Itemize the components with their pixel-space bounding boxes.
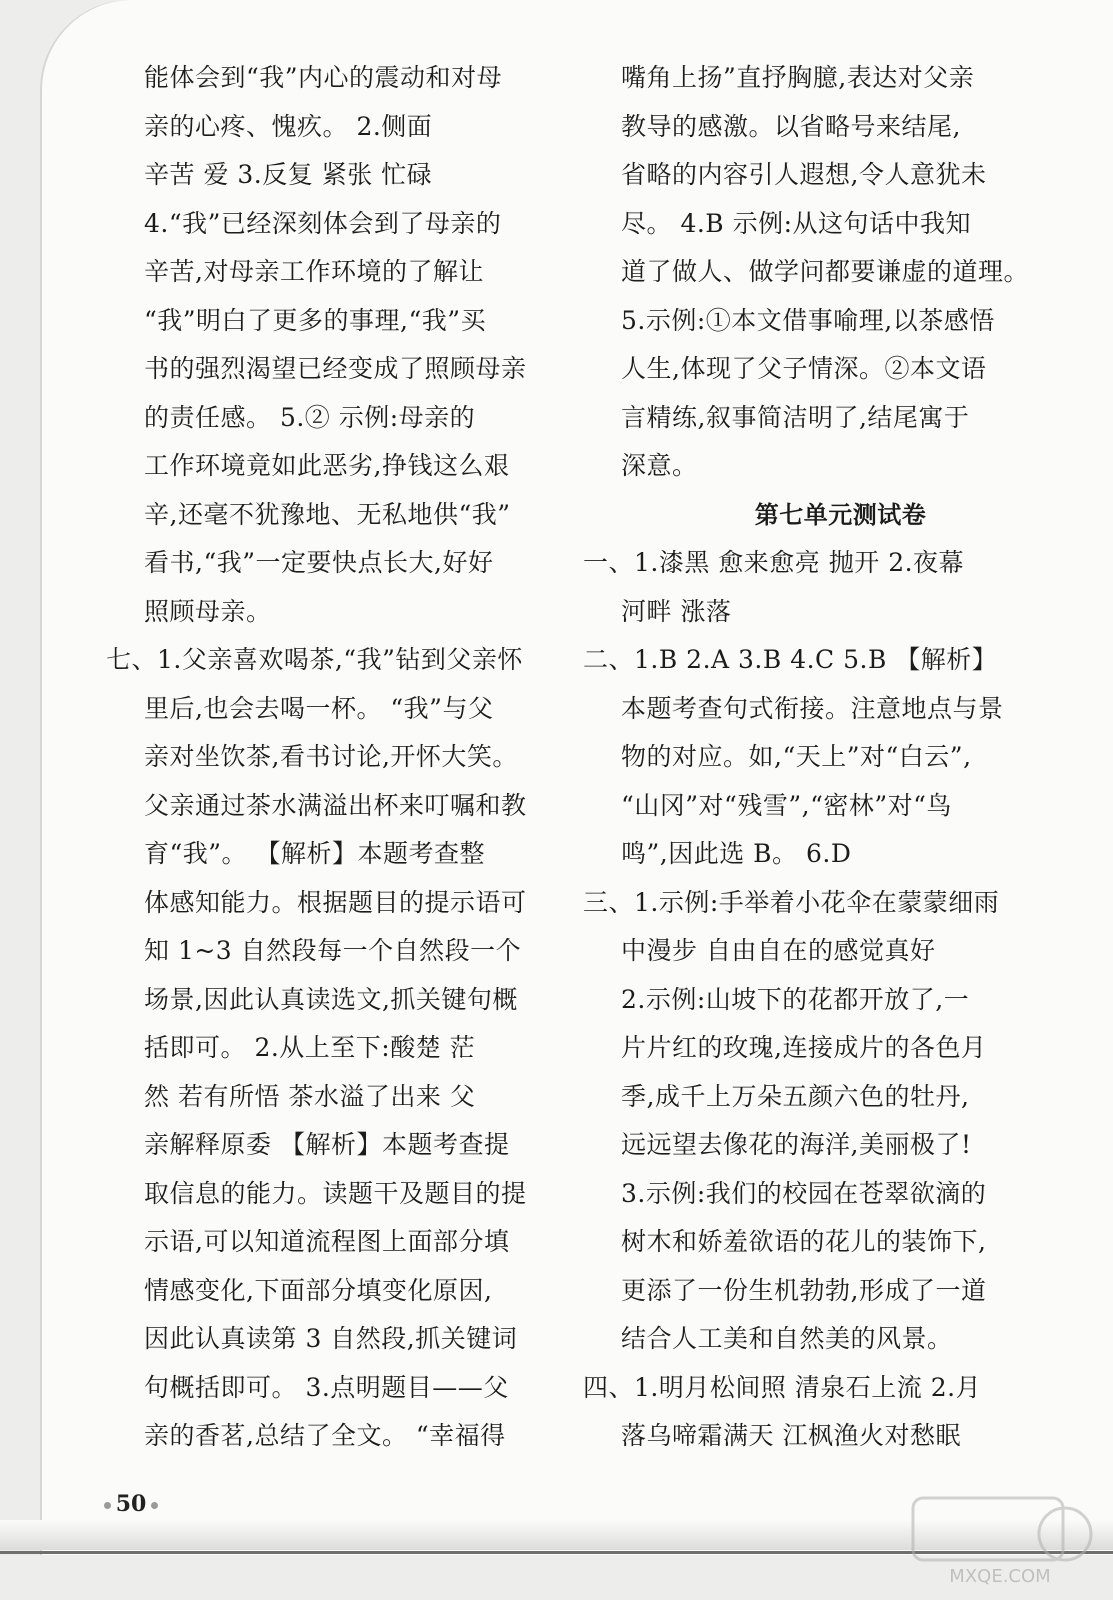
text-line: 亲的心疼、愧疚。 2.侧面: [144, 111, 433, 141]
text-line: 鸣”,因此选 B。 6.D: [621, 839, 852, 868]
text-line: 远远望去像花的海洋,美丽极了!: [621, 1130, 972, 1159]
text-line: 括即可。 2.从上至下:酸楚 茫: [144, 1033, 476, 1062]
text-line: 教导的感激。以省略号来结尾,: [621, 111, 961, 141]
text-line: 落乌啼霜满天 江枫渔火对愁眠: [621, 1421, 961, 1450]
section-two-start: 二、1.B 2.A 3.B 4.C 5.B 【解析】: [583, 645, 998, 674]
text-line: 亲的香茗,总结了全文。 “幸福得: [144, 1421, 506, 1450]
text-line: 照顾母亲。: [144, 596, 272, 626]
text-line: 3.示例:我们的校园在苍翠欲滴的: [621, 1178, 987, 1208]
text-line: 4.“我”已经深刻体会到了母亲的: [144, 208, 502, 238]
text-line: 尽。 4.B 示例:从这句话中我知: [621, 208, 972, 238]
watermark-text: MXQE.COM: [949, 1566, 1051, 1587]
text-line: 父亲通过茶水满溢出杯来叮嘱和教: [144, 790, 527, 820]
left-column: [106, 54, 566, 1461]
section-seven-start: 七、1.父亲喜欢喝茶,“我”钻到父亲怀: [106, 645, 523, 674]
text-line: 能体会到“我”内心的震动和对母: [144, 63, 503, 92]
text-line: 书的强烈渴望已经变成了照顾母亲: [144, 354, 527, 383]
dot-icon: [104, 1502, 111, 1509]
text-line: 工作环境竟如此恶劣,挣钱这么艰: [144, 451, 510, 480]
watermark-logo: [905, 1492, 1095, 1592]
text-line: 句概括即可。 3.点明题目——父: [144, 1372, 509, 1402]
text-line: 物的对应。如,“天上”对“白云”,: [621, 742, 972, 771]
text-line: 里后,也会去喝一杯。 “我”与父: [144, 693, 494, 723]
text-line: 片片红的玫瑰,连接成片的各色月: [621, 1033, 987, 1062]
text-line: 看书,“我”一定要快点长大,好好: [144, 548, 494, 577]
text-line: 季,成千上万朵五颜六色的牡丹,: [621, 1081, 970, 1111]
text-line: 河畔 涨落: [621, 596, 732, 626]
text-line: 深意。: [621, 451, 698, 480]
text-line: 更添了一份生机勃勃,形成了一道: [621, 1275, 987, 1305]
text-line: 道了做人、做学问都要谦虚的道理。: [621, 257, 1030, 286]
text-line: 2.示例:山坡下的花都开放了,一: [621, 984, 970, 1014]
text-line: 的责任感。 5.② 示例:母亲的: [144, 402, 476, 432]
text-line: 体感知能力。根据题目的提示语可: [144, 887, 527, 917]
page-number: [96, 1488, 166, 1520]
text-line: “山冈”对“残雪”,“密林”对“鸟: [621, 790, 952, 820]
text-line: 嘴角上扬”直抒胸臆,表达对父亲: [621, 63, 975, 92]
page-number-text: 50: [115, 1491, 147, 1517]
text-line: 情感变化,下面部分填变化原因,: [144, 1275, 493, 1305]
section-one-start: 一、1.漆黑 愈来愈亮 抛开 2.夜幕: [583, 548, 965, 577]
text-line: 人生,体现了父子情深。②本文语: [621, 354, 987, 383]
text-line: “我”明白了更多的事理,“我”买: [144, 305, 487, 335]
text-line: 场景,因此认真读选文,抓关键句概: [144, 984, 518, 1014]
text-line: 亲解释原委 【解析】本题考查提: [144, 1130, 510, 1159]
section-four-start: 四、1.明月松间照 清泉石上流 2.月: [583, 1372, 982, 1402]
text-line: 省略的内容引人遐想,令人意犹未: [621, 160, 987, 189]
text-line: 本题考查句式衔接。注意地点与景: [621, 693, 1004, 723]
text-line: 辛,还毫不犹豫地、无私地供“我”: [144, 499, 511, 529]
text-line: 知 1~3 自然段每一个自然段一个: [144, 936, 522, 965]
text-line: 辛苦,对母亲工作环境的了解让: [144, 257, 484, 286]
text-line: 言精练,叙事简洁明了,结尾寓于: [621, 402, 970, 432]
unit-test-heading: 第七单元测试卷: [754, 499, 927, 529]
text-line: 结合人工美和自然美的风景。: [621, 1324, 953, 1353]
text-line: 然 若有所悟 茶水溢了出来 父: [144, 1081, 476, 1111]
text-line: 5.示例:①本文借事喻理,以茶感悟: [621, 305, 995, 335]
dot-icon: [151, 1502, 158, 1509]
text-line: 辛苦 爱 3.反复 紧张 忙碌: [144, 160, 433, 189]
text-line: 亲对坐饮茶,看书讨论,开怀大笑。: [144, 742, 518, 771]
text-line: 取信息的能力。读题干及题目的提: [144, 1178, 527, 1208]
text-line: 示语,可以知道流程图上面部分填: [144, 1227, 510, 1256]
text-line: 育“我”。 【解析】本题考查整: [144, 839, 486, 868]
section-three-start: 三、1.示例:手举着小花伞在蒙蒙细雨: [583, 887, 1000, 917]
text-line: 中漫步 自由自在的感觉真好: [621, 936, 936, 965]
text-line: 树木和娇羞欲语的花儿的装饰下,: [621, 1227, 987, 1256]
right-column: [583, 54, 1058, 1461]
text-line: 因此认真读第 3 自然段,抓关键词: [144, 1324, 518, 1353]
